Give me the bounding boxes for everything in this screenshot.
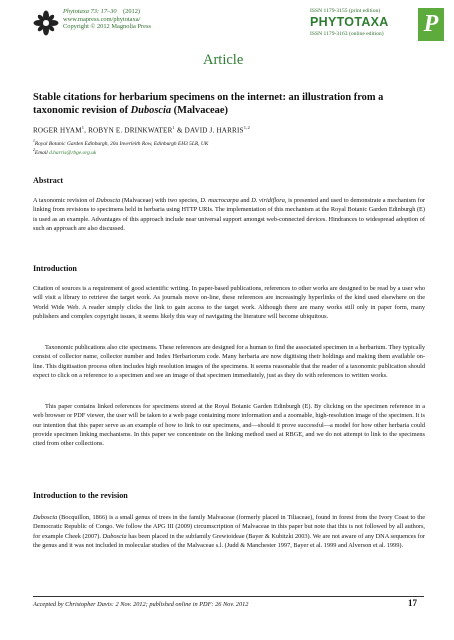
introduction-heading: Introduction	[33, 264, 77, 273]
journal-year: (2012)	[123, 8, 141, 15]
journal-website-link[interactable]: www.mapress.com/phytotaxa/	[63, 15, 141, 23]
journal-meta	[63, 8, 151, 31]
revision-paragraph: Duboscia (Bocquillon, 1866) is a small genus of trees in the family Malvaceae (formerly placed in Tiliaceae), found in forest from the Ivory Coast to the Democratic Republic of Congo. We follow the APG III (2009) circumscription of Malvaceae in this paper but note that this is not followed by all authors, for example Cheek (2007). Duboscia has been placed in the subfamily Grewioideae (Bayer & Kubitzki 2003). We are not aware of any DNA sequences for the genus and it was not included in molecular studies of the Malvaceae s.l. (Judd & Manchester 1997, Bayer et al. 1999 and Alverson et al. 1999).	[33, 514, 425, 550]
article-type-label: Article	[203, 52, 244, 68]
introduction-paragraph-3: This paper contains linked references for specimens stored at the Royal Botanic Garden Edinburgh (E). By clicking on the specimen reference in a web browser or PDF viewer, the user will be taken to a web page containing more information and a zoomable, high-resolution image of the specimen. It is our intention that this paper serve as an example of how to link to our specimens, and—should it prove successful—a model for how other herbaria could provide specimen linking mechanisms. In this paper we concentrate on the linking method used at RBGE, and we do not attempt to link to the specimens cited from other collections.	[33, 403, 425, 448]
magnolia-press-logo-icon	[33, 10, 59, 36]
author-list: ROGER HYAM$^1$, ROBYN E. DRINKWATER$^1$ & DAVID J. HARRIS$^{1,2}$	[33, 125, 250, 135]
phytotaxa-wordmark: PHYTOTAXA	[310, 15, 389, 29]
introduction-paragraph-1: Citation of sources is a requirement of good scientific writing. In paper-based publications, references to other works are designed to be read by a user who will visit a library to retrieve the target work. As journals move on-line, these references are increasingly hyperlinks of the kind used elsewhere on the World Wide Web. A reader simply clicks the link to gain access to the target work. Although there are many works still only in paper form, many publishers and complex copyright issues, it seems likely this way of navigating the literature will become ubiquitous.	[33, 285, 425, 321]
abstract-heading: Abstract	[33, 176, 64, 185]
corresponding-email: $^2$Email d.harris@rbge.org.uk	[33, 148, 97, 156]
footer-divider	[33, 596, 424, 597]
introduction-paragraph-2: Taxonomic publications also cite specimens. These references are designed for a human to find the associated specimen in a herbarium. They typically consist of collector name, collector number and Index Herbariorum code. Many herbaria are now digitising their holdings and making them available on-line. This digitisation process often includes high resolution images of the specimens. It seems reasonable that the reader of a taxonomic publication should expect to click on a reference to a specimen and see an image of that specimen immediately, just as they do with references to written works.	[33, 344, 425, 380]
issn-print: ISSN 1179-3155 (print edition)	[310, 8, 381, 14]
author-affiliation: $^1$Royal Botanic Garden Edinburgh, 20a Inverleith Row, Edinburgh EH3 5LR, UK	[33, 139, 209, 147]
revision-heading: Introduction to the revision	[33, 491, 128, 500]
abstract-text: A taxonomic revision of Duboscia (Malvaceae) with two species, D. macrocarpa and D. viridiflora, is presented and used to demonstrate a mechanism for linking from revisions to specimens held in herbaria using HTTP URIs. The implementation of this mechanism at the Royal Botanic Garden Edinburgh (E) is used as an example. Advantages of this approach include near universal support amongst web-connected devices. Hindrances to widespread adoption of such an approach are also discussed.	[33, 197, 425, 233]
email-link[interactable]: d.harris@rbge.org.uk	[49, 149, 97, 156]
paper-title: Stable citations for herbarium specimens on the internet: an illustration from a taxonomic revision of Duboscia (Malvaceae)	[33, 92, 384, 117]
copyright-line: Copyright © 2012 Magnolia Press	[63, 23, 151, 31]
acceptance-note: Accepted by Christopher Davis: 2 Nov. 2012; published online in PDF: 26 Nov. 2012	[33, 601, 249, 608]
page-number: 17	[408, 598, 417, 608]
journal-citation: Phytotaxa 73: 17–30	[63, 8, 117, 15]
phytotaxa-logo-icon: P	[418, 8, 444, 41]
issn-online: ISSN 1179-3163 (online edition)	[310, 31, 384, 37]
